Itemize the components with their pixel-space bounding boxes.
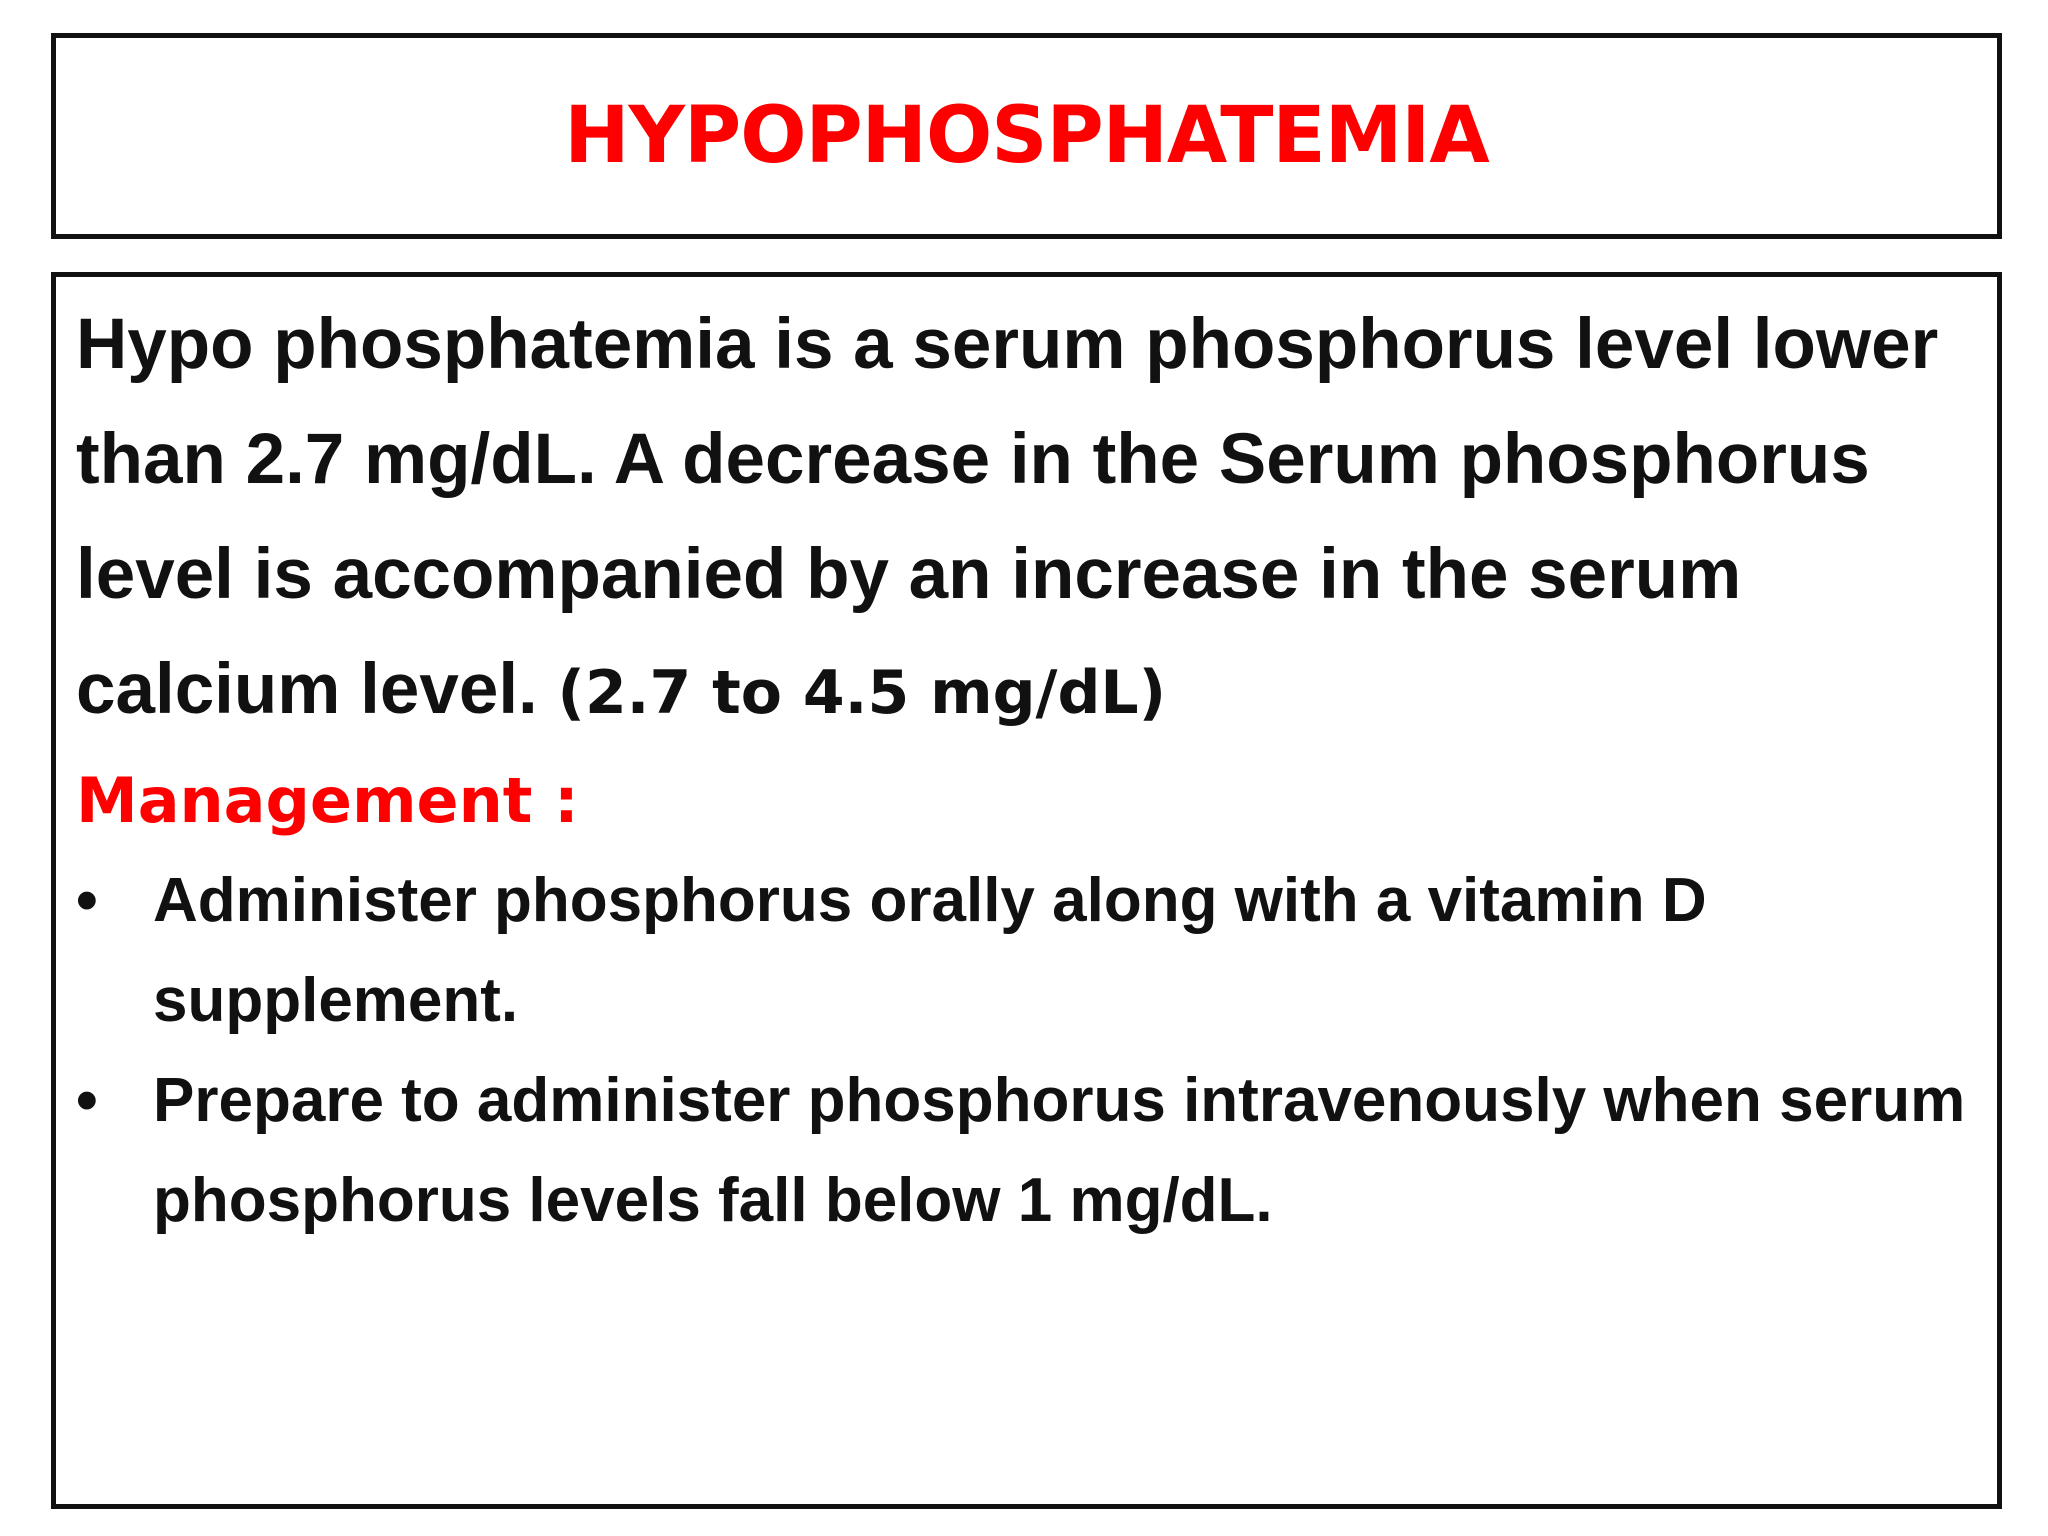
list-item-text: Prepare to administer phosphorus intravenously when serum phosphorus levels fall below 1 mg/dL.: [153, 1066, 1966, 1235]
normal-range: (2.7 to 4.5 mg/dL): [557, 658, 1167, 728]
title-box: [51, 33, 2002, 239]
list-item: [76, 1051, 1977, 1251]
bullet-icon: •: [76, 866, 98, 935]
list-item: [76, 851, 1977, 1051]
content-box: [51, 272, 2002, 1509]
bullet-icon: •: [76, 1066, 98, 1135]
management-list: [76, 851, 1977, 1251]
slide-title: HYPOPHOSPHATEMIA: [564, 91, 1489, 181]
definition-text: Hypo phosphatemia is a serum phosphorus level lower than 2.7 mg/dL. A decrease in the Serum phosphorus level is accompanied by an increase in the serum calcium level.: [76, 305, 1939, 729]
definition-paragraph: [76, 287, 1977, 751]
management-heading: Management :: [76, 764, 579, 837]
list-item-text: Administer phosphorus orally along with a vitamin D supplement.: [153, 866, 1707, 1035]
